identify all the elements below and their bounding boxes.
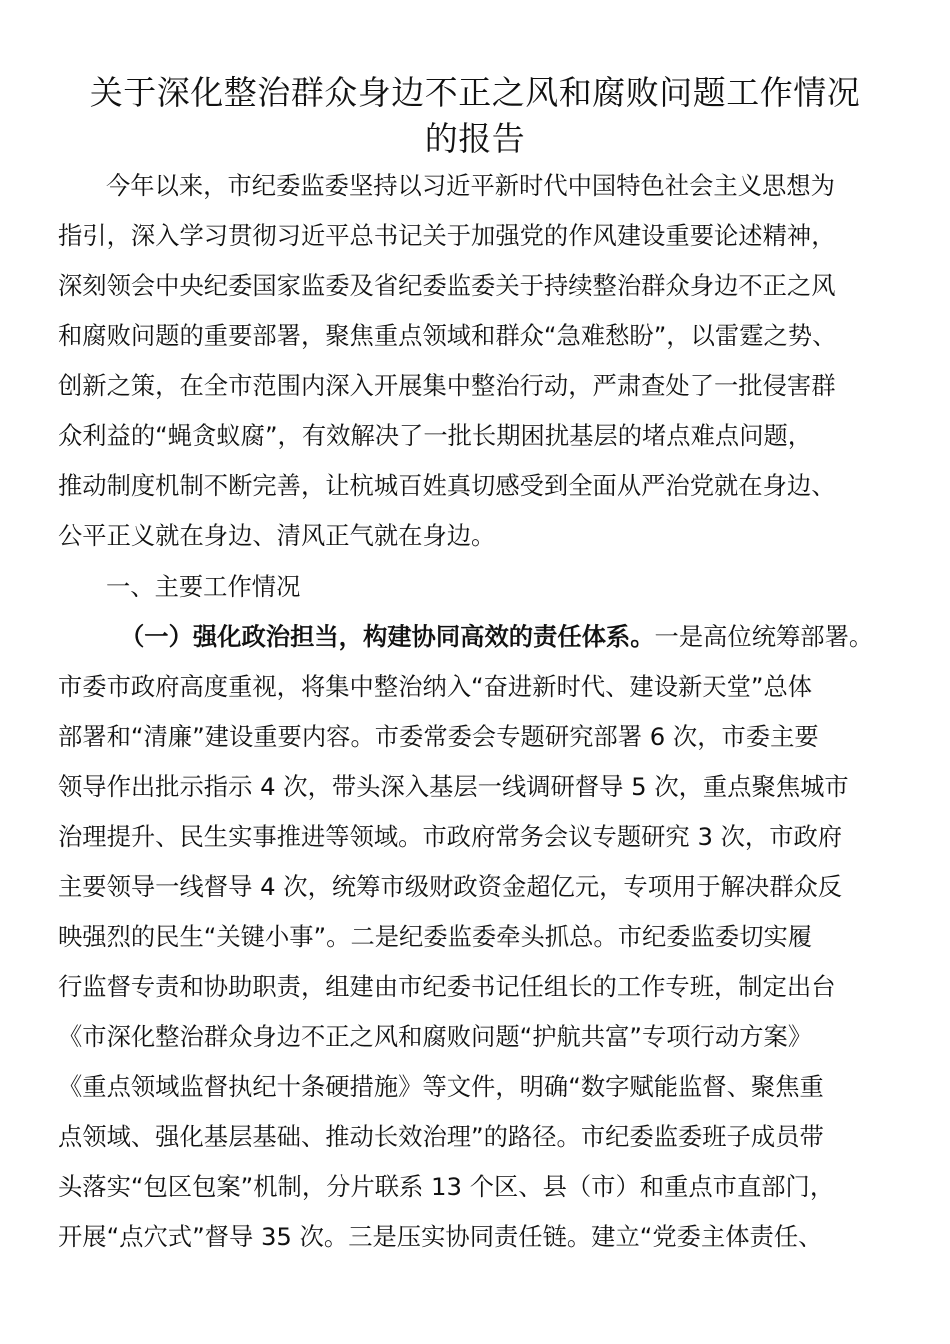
body-paragraph-line: 《重点领域监督执纪十条硬措施》等文件，明确“数字赋能监督、聚焦重 bbox=[58, 1072, 824, 1101]
subsection-lead-text: 一是高位统筹部署。 bbox=[654, 622, 874, 651]
body-paragraph-line: 开展“点穴式”督导 35 次。三是压实协同责任链。建立“党委主体责任、 bbox=[58, 1222, 823, 1251]
document-title-line-2: 的报告 bbox=[424, 119, 526, 158]
body-paragraph-line: 市委市政府高度重视，将集中整治纳入“奋进新时代、建设新天堂”总体 bbox=[58, 672, 813, 701]
body-paragraph-line: 点领域、强化基层基础、推动长效治理”的路径。市纪委监委班子成员带 bbox=[58, 1122, 824, 1151]
body-paragraph-line: 治理提升、民生实事推进等领域。市政府常务会议专题研究 3 次，市政府 bbox=[58, 822, 843, 851]
intro-paragraph-line: 公平正义就在身边、清风正气就在身边。 bbox=[58, 521, 496, 550]
intro-paragraph-line: 今年以来，市纪委监委坚持以习近平新时代中国特色社会主义思想为 bbox=[106, 171, 835, 200]
intro-paragraph-line: 推动制度机制不断完善，让杭城百姓真切感受到全面从严治党就在身边、 bbox=[58, 471, 836, 500]
body-paragraph-line: 映强烈的民生“关键小事”。二是纪委监委牵头抓总。市纪委监委切实履 bbox=[58, 922, 813, 951]
body-paragraph-line: 行监督专责和协助职责，组建由市纪委书记任组长的工作专班，制定出台 bbox=[58, 972, 836, 1001]
body-paragraph-line: 主要领导一线督导 4 次，统筹市级财政资金超亿元，专项用于解决群众反 bbox=[58, 872, 843, 901]
body-paragraph-line: 头落实“包区包案”机制，分片联系 13 个区、县（市）和重点市直部门， bbox=[58, 1172, 835, 1201]
body-paragraph-line: 《市深化整治群众身边不正之风和腐败问题“护航共富”专项行动方案》 bbox=[58, 1022, 813, 1051]
intro-paragraph-line: 深刻领会中央纪委国家监委及省纪委监委关于持续整治群众身边不正之风 bbox=[58, 271, 836, 300]
intro-paragraph-line: 众利益的“蝇贪蚁腐”，有效解决了一批长期困扰基层的堵点难点问题， bbox=[58, 421, 813, 450]
intro-paragraph-line: 创新之策，在全市范围内深入开展集中整治行动，严肃查处了一批侵害群 bbox=[58, 371, 836, 400]
body-paragraph-line: 部署和“清廉”建设重要内容。市委常委会专题研究部署 6 次，市委主要 bbox=[58, 722, 819, 751]
body-paragraph-line: 领导作出批示指示 4 次，带头深入基层一线调研督导 5 次，重点聚焦城市 bbox=[58, 772, 849, 801]
subsection-first-line bbox=[120, 622, 873, 652]
document-title-line-1: 关于深化整治群众身边不正之风和腐败问题工作情况 bbox=[89, 73, 861, 112]
subsection-heading: （一）强化政治担当，构建协同高效的责任体系。 bbox=[120, 622, 655, 651]
intro-paragraph-line: 指引，深入学习贯彻习近平总书记关于加强党的作风建设重要论述精神， bbox=[58, 221, 836, 250]
intro-paragraph-line: 和腐败问题的重要部署，聚焦重点领域和群众“急难愁盼”，以雷霆之势、 bbox=[58, 321, 837, 350]
section-heading: 一、主要工作情况 bbox=[106, 572, 301, 601]
